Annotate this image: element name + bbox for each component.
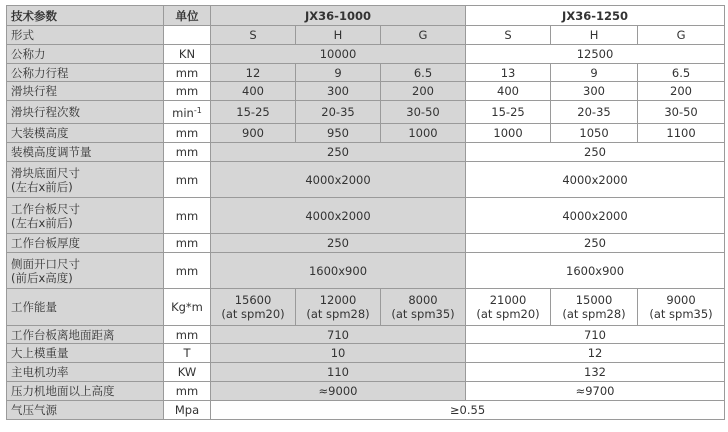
value-b-s [466, 289, 551, 326]
value-b: 250 [466, 143, 725, 162]
value-a: 110 [211, 363, 466, 382]
value-b: 4000x2000 [466, 162, 725, 198]
energy-value: 15000 [575, 293, 613, 307]
unit-cell: mm [164, 82, 211, 101]
side-opening-row [7, 253, 725, 289]
max-die-height-row [7, 124, 725, 143]
unit-header: 单位 [164, 6, 211, 26]
energy-note: (at spm20) [476, 307, 540, 321]
bolster-size-row [7, 198, 725, 234]
label-line-2: (前后x高度) [11, 270, 73, 285]
label-line-1: 侧面开口尺寸 [11, 256, 80, 271]
type-a-g: G [381, 26, 466, 45]
nominal-force-row [7, 45, 725, 64]
unit-cell: KW [164, 363, 211, 382]
row-label: 工作能量 [7, 289, 164, 326]
row-label: 公称力行程 [7, 64, 164, 82]
value-b-g: 1100 [638, 124, 725, 143]
unit-cell: T [164, 344, 211, 363]
label-line-1: 滑块底面尺寸 [11, 165, 80, 180]
value-b: 1600x900 [466, 253, 725, 289]
value-a: 10 [211, 344, 466, 363]
type-b-h: H [551, 26, 638, 45]
value-a: 1600x900 [211, 253, 466, 289]
value-b-g [638, 289, 725, 326]
stroke-count-row [7, 101, 725, 124]
value-a-h: 20-35 [296, 101, 381, 124]
unit-superscript: -1 [193, 106, 202, 115]
row-label [7, 162, 164, 198]
value-all: ≥0.55 [211, 401, 725, 420]
unit-cell: mm [164, 253, 211, 289]
unit-cell: mm [164, 198, 211, 234]
air-source-row [7, 401, 725, 420]
value-b-g: 30-50 [638, 101, 725, 124]
label-line-1: 工作台板尺寸 [11, 201, 80, 216]
energy-value: 15600 [234, 293, 272, 307]
unit-cell: KN [164, 45, 211, 64]
energy-value: 9000 [666, 293, 696, 307]
unit-cell: mm [164, 234, 211, 253]
value-a-g: 30-50 [381, 101, 466, 124]
value-b-g: 200 [638, 82, 725, 101]
value-a-h: 300 [296, 82, 381, 101]
value-a-g [381, 289, 466, 326]
unit-cell: mm [164, 143, 211, 162]
value-b: 710 [466, 326, 725, 344]
spec-table [6, 5, 725, 420]
value-a: 250 [211, 234, 466, 253]
value-b-s: 400 [466, 82, 551, 101]
model-a-header: JX36-1000 [211, 6, 466, 26]
unit-base: min [172, 106, 194, 120]
value-a: 250 [211, 143, 466, 162]
unit-cell: Mpa [164, 401, 211, 420]
energy-value: 8000 [408, 293, 438, 307]
model-b-header: JX36-1250 [466, 6, 725, 26]
energy-value: 21000 [489, 293, 527, 307]
header-row [7, 6, 725, 26]
value-a: 4000x2000 [211, 162, 466, 198]
value-b-s: 15-25 [466, 101, 551, 124]
slide-bottom-size-row [7, 162, 725, 198]
label-line-2: (左右x前后) [11, 179, 73, 194]
value-b-s: 13 [466, 64, 551, 82]
value-a-h [296, 289, 381, 326]
row-label: 形式 [7, 26, 164, 45]
value-b-h [551, 289, 638, 326]
value-a-s: 15-25 [211, 101, 296, 124]
label-line-2: (左右x前后) [11, 215, 73, 230]
energy-note: (at spm35) [649, 307, 713, 321]
unit-cell [164, 101, 211, 124]
param-header: 技术参数 [7, 6, 164, 26]
type-row [7, 26, 725, 45]
row-label: 压力机地面以上高度 [7, 382, 164, 401]
energy-note: (at spm20) [221, 307, 285, 321]
bolster-floor-row [7, 326, 725, 344]
value-a-s: 400 [211, 82, 296, 101]
row-label: 滑块行程次数 [7, 101, 164, 124]
type-b-g: G [638, 26, 725, 45]
value-b: 4000x2000 [466, 198, 725, 234]
energy-note: (at spm28) [562, 307, 626, 321]
unit-cell: mm [164, 326, 211, 344]
value-a-h: 950 [296, 124, 381, 143]
value-a-h: 9 [296, 64, 381, 82]
unit-cell: mm [164, 64, 211, 82]
type-a-s: S [211, 26, 296, 45]
type-b-s: S [466, 26, 551, 45]
value-a-s [211, 289, 296, 326]
unit-cell: mm [164, 382, 211, 401]
row-label: 大装模高度 [7, 124, 164, 143]
value-a: ≈9000 [211, 382, 466, 401]
row-label: 装模高度调节量 [7, 143, 164, 162]
type-a-h: H [296, 26, 381, 45]
upper-die-weight-row [7, 344, 725, 363]
row-label [7, 253, 164, 289]
value-a-s: 900 [211, 124, 296, 143]
value-a-s: 12 [211, 64, 296, 82]
value-b-h: 1050 [551, 124, 638, 143]
value-a-g: 1000 [381, 124, 466, 143]
value-b: 12 [466, 344, 725, 363]
value-b-s: 1000 [466, 124, 551, 143]
die-height-adj-row [7, 143, 725, 162]
unit-cell: mm [164, 162, 211, 198]
row-label: 工作台板厚度 [7, 234, 164, 253]
row-label [7, 198, 164, 234]
value-a-g: 6.5 [381, 64, 466, 82]
value-b-h: 300 [551, 82, 638, 101]
value-a: 4000x2000 [211, 198, 466, 234]
value-b-g: 6.5 [638, 64, 725, 82]
unit-cell [164, 26, 211, 45]
bolster-thickness-row [7, 234, 725, 253]
energy-note: (at spm35) [391, 307, 455, 321]
nominal-stroke-row [7, 64, 725, 82]
unit-cell: mm [164, 124, 211, 143]
value-b: 132 [466, 363, 725, 382]
work-energy-row [7, 289, 725, 326]
value-a-g: 200 [381, 82, 466, 101]
row-label: 气压气源 [7, 401, 164, 420]
row-label: 滑块行程 [7, 82, 164, 101]
energy-value: 12000 [319, 293, 357, 307]
energy-note: (at spm28) [306, 307, 370, 321]
motor-power-row [7, 363, 725, 382]
unit-cell: Kg*m [164, 289, 211, 326]
value-b: 250 [466, 234, 725, 253]
row-label: 工作台板离地面距离 [7, 326, 164, 344]
value-b: 12500 [466, 45, 725, 64]
value-a: 710 [211, 326, 466, 344]
value-b-h: 20-35 [551, 101, 638, 124]
height-above-floor-row [7, 382, 725, 401]
row-label: 主电机功率 [7, 363, 164, 382]
value-b: ≈9700 [466, 382, 725, 401]
row-label: 公称力 [7, 45, 164, 64]
row-label: 大上模重量 [7, 344, 164, 363]
value-a: 10000 [211, 45, 466, 64]
value-b-h: 9 [551, 64, 638, 82]
slide-stroke-row [7, 82, 725, 101]
